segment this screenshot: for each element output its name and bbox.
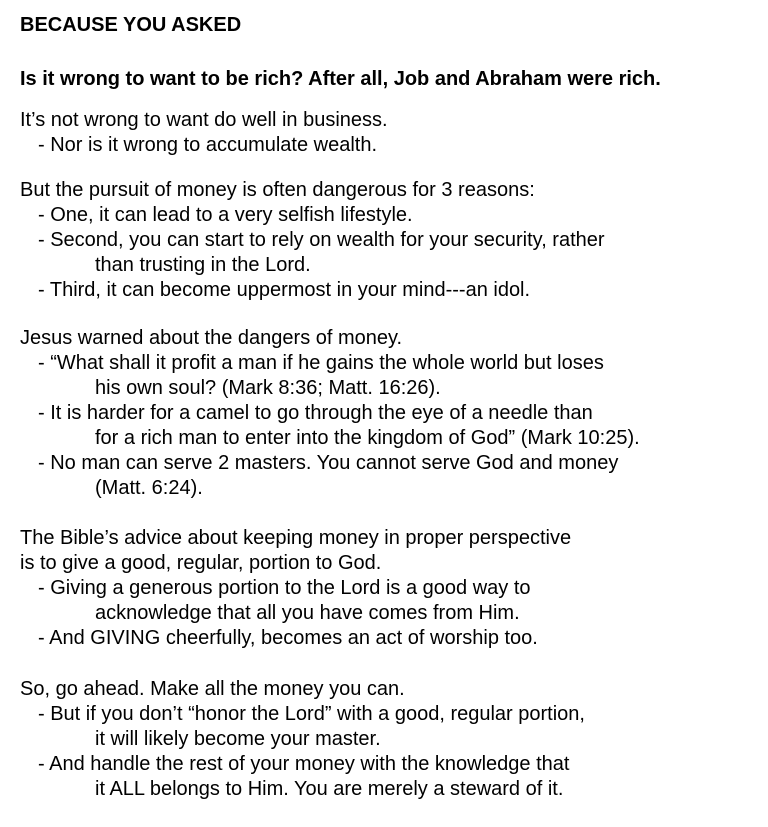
bullet-line: - No man can serve 2 masters. You cannot serve God and money xyxy=(38,452,619,474)
paragraph-line: The Bible’s advice about keeping money in proper perspective xyxy=(20,527,572,549)
question-heading: Is it wrong to want to be rich? After all, Job and Abraham were rich. xyxy=(20,68,661,90)
bullet-line: - But if you don’t “honor the Lord” with a good, regular portion, xyxy=(38,703,585,725)
paragraph-line: is to give a good, regular, portion to God. xyxy=(20,552,382,574)
paragraph-line: But the pursuit of money is often dangerous for 3 reasons: xyxy=(20,179,535,201)
continuation-line: it will likely become your master. xyxy=(95,728,381,750)
bullet-line: - And handle the rest of your money with the knowledge that xyxy=(38,753,570,775)
page-title: BECAUSE YOU ASKED xyxy=(20,14,242,36)
bullet-line: - “What shall it profit a man if he gains the whole world but loses xyxy=(38,352,604,374)
continuation-line: it ALL belongs to Him. You are merely a steward of it. xyxy=(95,778,564,800)
bullet-line: - One, it can lead to a very selfish lifestyle. xyxy=(38,204,413,226)
paragraph-line: So, go ahead. Make all the money you can. xyxy=(20,678,405,700)
paragraph-dangers xyxy=(20,178,605,303)
bullet-line: - Nor is it wrong to accumulate wealth. xyxy=(38,134,378,156)
bullet-line: - Giving a generous portion to the Lord is a good way to xyxy=(38,577,531,599)
paragraph-line: It’s not wrong to want do well in business. xyxy=(20,109,388,131)
continuation-line: his own soul? (Mark 8:36; Matt. 16:26). xyxy=(95,377,441,399)
continuation-line: (Matt. 6:24). xyxy=(95,477,203,499)
bullet-line: - Third, it can become uppermost in your mind---an idol. xyxy=(38,279,531,301)
paragraph-jesus-warned xyxy=(20,326,640,501)
bullet-line: - And GIVING cheerfully, becomes an act of worship too. xyxy=(38,627,538,649)
paragraph-business xyxy=(20,108,388,158)
continuation-line: acknowledge that all you have comes from Him. xyxy=(95,602,520,624)
bullet-line: - Second, you can start to rely on wealth for your security, rather xyxy=(38,229,605,251)
paragraph-line: Jesus warned about the dangers of money. xyxy=(20,327,403,349)
paragraph-bible-advice xyxy=(20,526,571,651)
continuation-line: for a rich man to enter into the kingdom of God” (Mark 10:25). xyxy=(95,427,640,449)
continuation-line: than trusting in the Lord. xyxy=(95,254,311,276)
paragraph-conclusion xyxy=(20,677,585,802)
bullet-line: - It is harder for a camel to go through the eye of a needle than xyxy=(38,402,593,424)
